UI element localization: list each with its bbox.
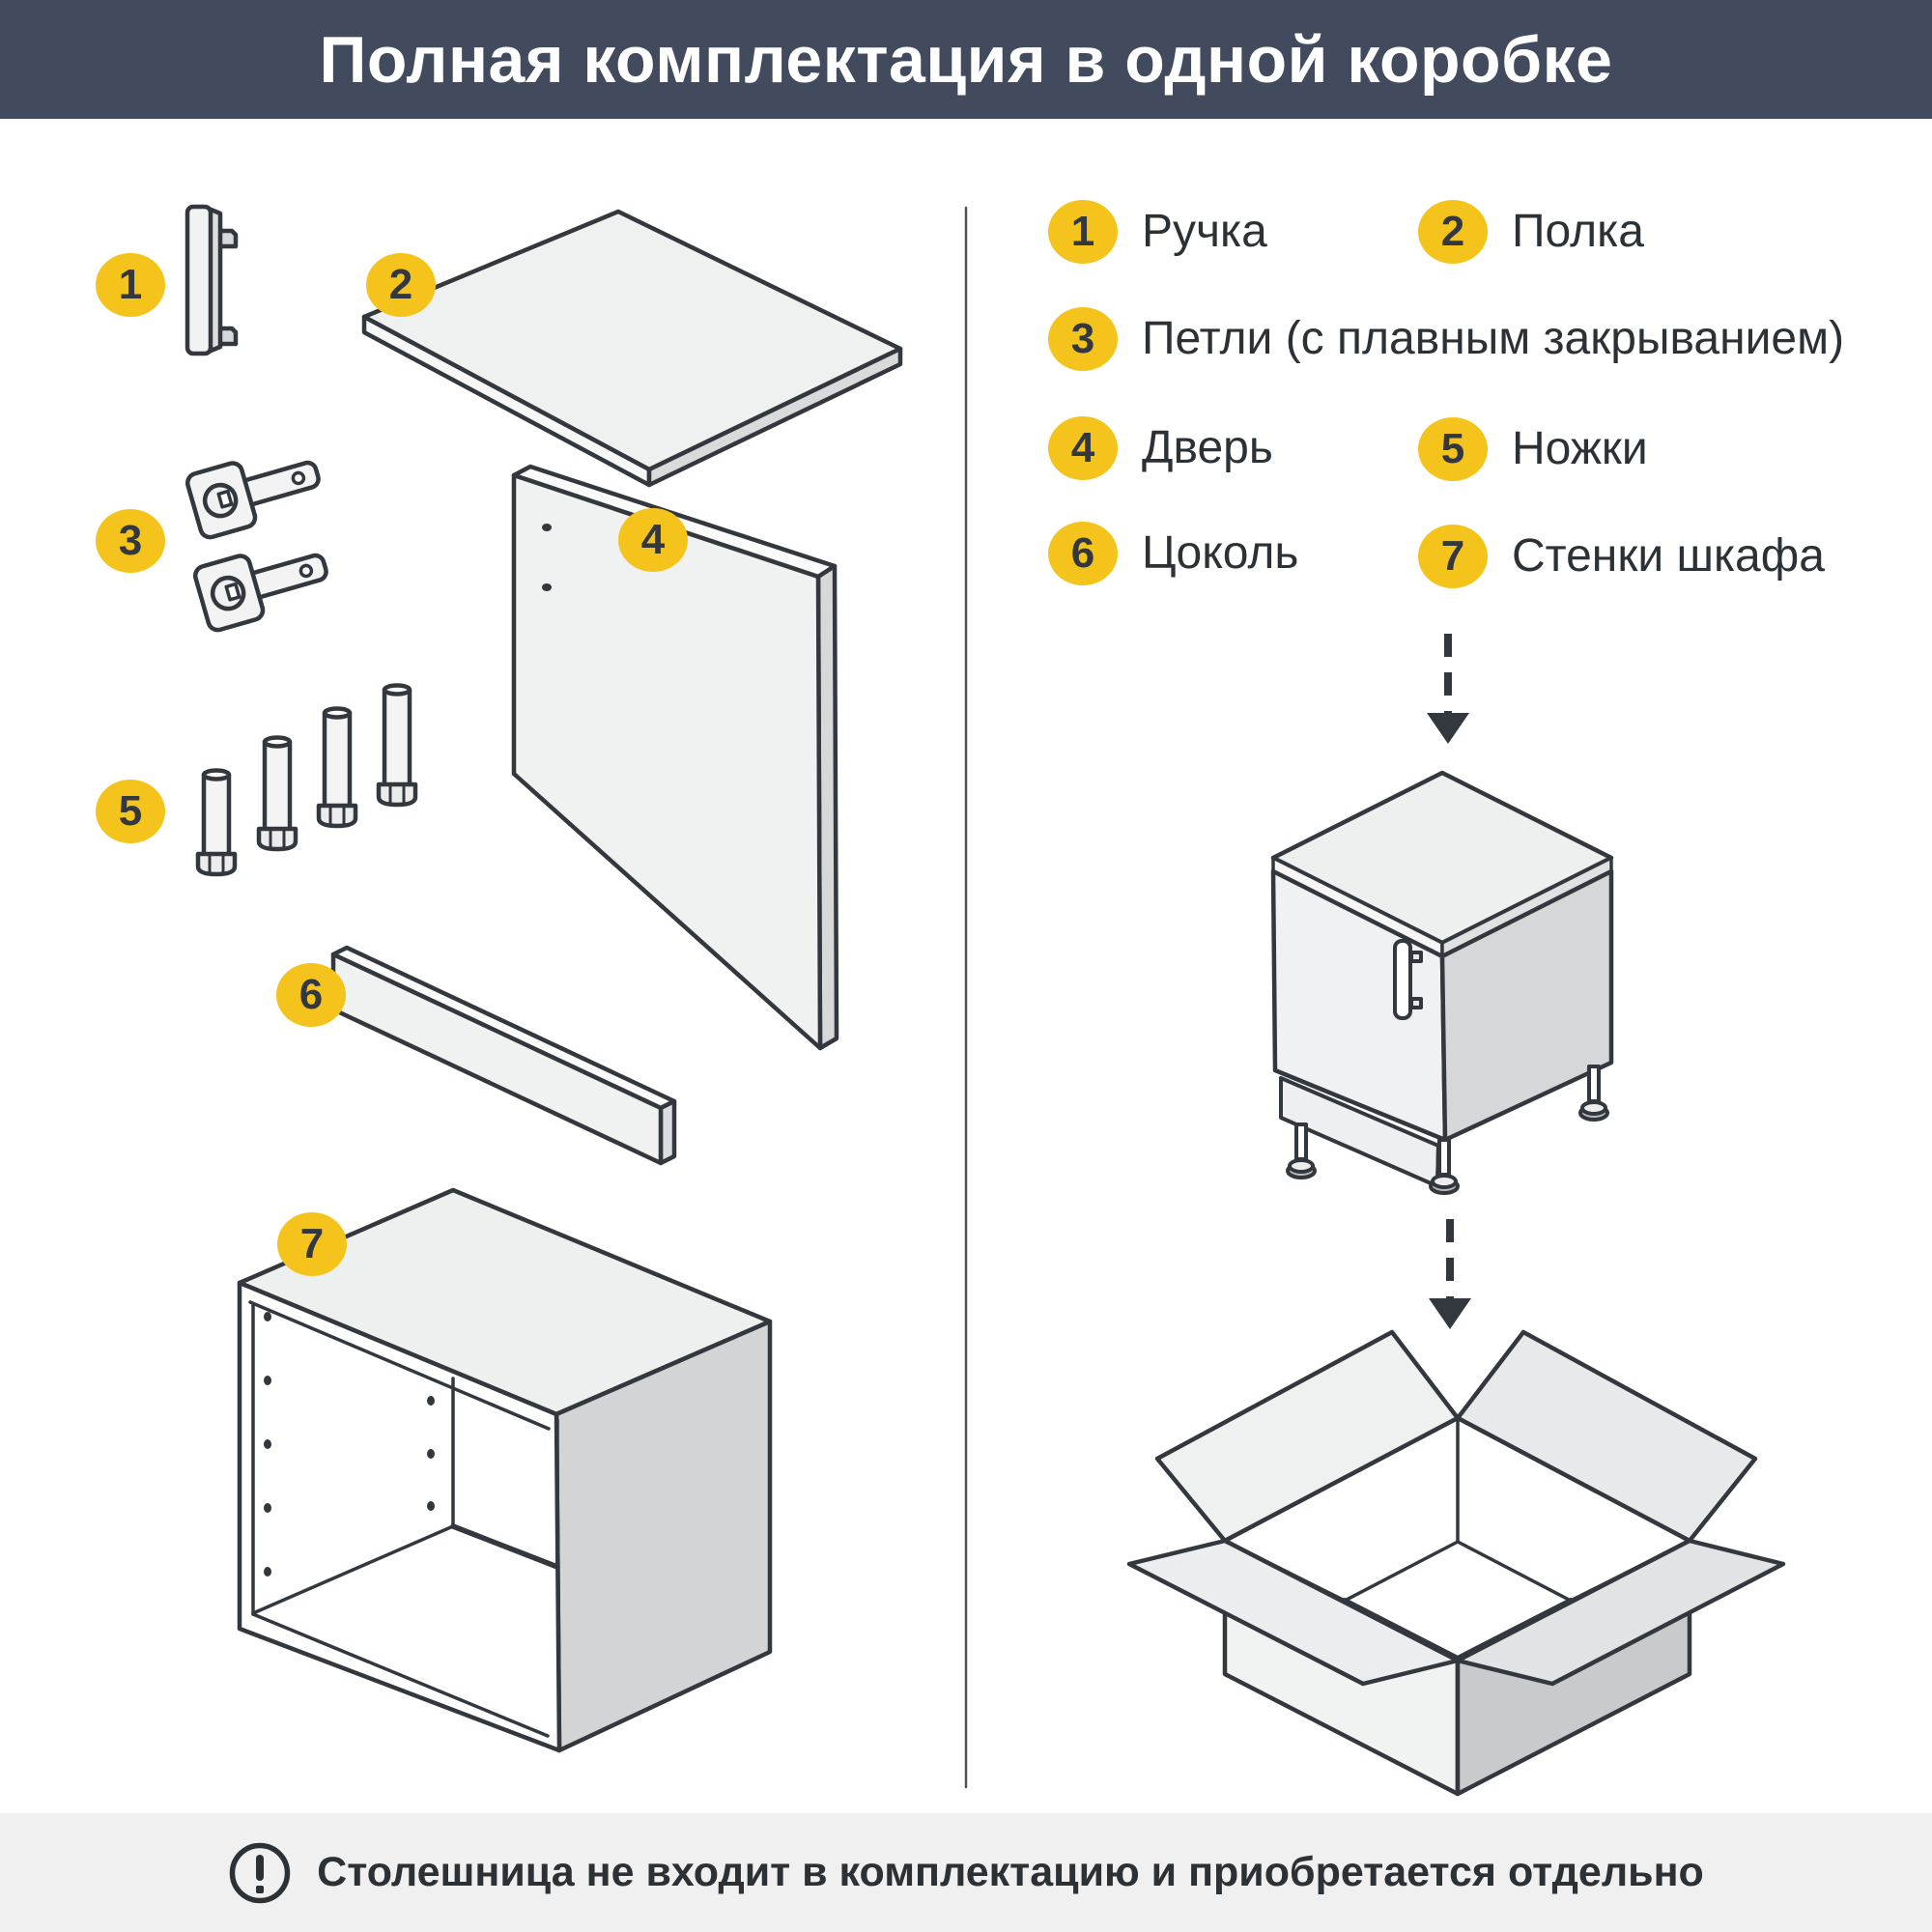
legend-badge-4: 4 (1048, 416, 1118, 480)
legend-item-shelf (1418, 200, 1644, 264)
legend-label-6: Цоколь (1142, 527, 1299, 579)
plinth-illustration (333, 948, 674, 1163)
part-badge-3: 3 (96, 509, 165, 573)
part-badge-5: 5 (96, 780, 165, 843)
footer-note-text: Столешница не входит в комплектацию и приобретается отдельно (317, 1849, 1704, 1895)
legend-item-plinth (1048, 522, 1298, 585)
legend-item-handle (1048, 200, 1267, 264)
legend-badge-5: 5 (1418, 417, 1488, 481)
handle-illustration (187, 207, 236, 354)
legend-item-walls (1418, 525, 1825, 588)
footer-note-bar (0, 1813, 1932, 1932)
legend-item-legs (1418, 417, 1648, 481)
cardboard-box-illustration (1129, 1332, 1783, 1794)
legend-badge-3: 3 (1048, 307, 1118, 371)
legend-label-4: Дверь (1142, 422, 1273, 473)
part-badge-7: 7 (277, 1212, 347, 1276)
part-badge-2: 2 (366, 253, 436, 317)
legend-item-hinges (1048, 307, 1844, 371)
legend-label-1: Ручка (1142, 206, 1267, 257)
legend-badge-7: 7 (1418, 525, 1488, 588)
assembled-cabinet-illustration (1273, 773, 1611, 1193)
legend-label-7: Стенки шкафа (1512, 530, 1825, 582)
legend-label-3: Петли (с плавным закрыванием) (1142, 313, 1845, 364)
legend-badge-2: 2 (1418, 200, 1488, 264)
legend-badge-6: 6 (1048, 522, 1118, 585)
hinges-illustration (185, 441, 334, 633)
part-badge-4: 4 (618, 508, 688, 572)
legend-badge-1: 1 (1048, 200, 1118, 264)
part-badge-6: 6 (276, 963, 346, 1027)
exclamation-circle-icon (228, 1841, 292, 1905)
arrow-down-icon (1427, 634, 1469, 744)
shelf-illustration (364, 212, 900, 485)
arrow-down-icon (1429, 1219, 1471, 1329)
legend-label-2: Полка (1512, 206, 1644, 257)
page-title: Полная комплектация в одной коробке (319, 22, 1613, 97)
legs-illustration (198, 686, 415, 875)
part-badge-1: 1 (96, 253, 165, 317)
legend-item-door (1048, 416, 1273, 480)
legend-label-5: Ножки (1512, 423, 1648, 474)
